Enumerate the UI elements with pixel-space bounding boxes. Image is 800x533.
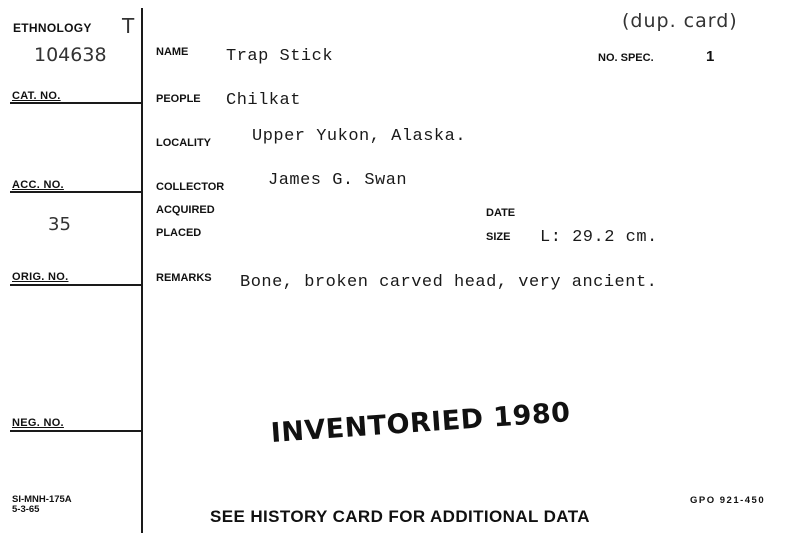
- catalog-number-value: 104638: [34, 44, 107, 66]
- orig-no-rule: [10, 284, 142, 286]
- people-value: Chilkat: [226, 91, 301, 110]
- name-value: Trap Stick: [226, 47, 334, 66]
- no-spec-value: 1: [706, 48, 715, 65]
- people-label: PEOPLE: [156, 93, 201, 105]
- department-label: ETHNOLOGY: [13, 21, 92, 35]
- placed-label: PLACED: [156, 227, 202, 239]
- size-value: L: 29.2 cm.: [540, 228, 658, 247]
- form-date: 5-3-65: [12, 504, 40, 515]
- locality-label: LOCALITY: [156, 137, 211, 149]
- inventoried-stamp: INVENTORIED 1980: [269, 397, 572, 449]
- collector-label: COLLECTOR: [156, 181, 225, 193]
- date-label: DATE: [486, 207, 516, 219]
- department-mark: T: [122, 14, 135, 38]
- acc-no-label: ACC. NO.: [12, 179, 64, 191]
- history-card-note: SEE HISTORY CARD FOR ADDITIONAL DATA: [210, 507, 590, 526]
- cat-no-rule: [10, 102, 142, 104]
- collector-value: James G. Swan: [268, 171, 408, 190]
- cat-no-label: CAT. NO.: [12, 90, 61, 102]
- column-divider: [141, 8, 143, 533]
- orig-no-label: ORIG. NO.: [12, 271, 69, 283]
- acquired-label: ACQUIRED: [156, 204, 215, 216]
- size-label: SIZE: [486, 231, 511, 243]
- locality-value: Upper Yukon, Alaska.: [252, 127, 467, 146]
- form-code: SI-MNH-175A: [12, 494, 72, 505]
- name-label: NAME: [156, 46, 189, 58]
- no-spec-label: NO. SPEC.: [598, 52, 654, 64]
- remarks-value: Bone, broken carved head, very ancient.: [240, 273, 658, 292]
- acc-no-rule: [10, 191, 142, 193]
- accession-number-value: 35: [48, 214, 71, 235]
- gpo-code: GPO 921-450: [690, 495, 766, 506]
- neg-no-label: NEG. NO.: [12, 417, 64, 429]
- remarks-label: REMARKS: [156, 272, 212, 284]
- duplicate-card-note: (dup. card): [622, 10, 738, 32]
- neg-no-rule: [10, 430, 142, 432]
